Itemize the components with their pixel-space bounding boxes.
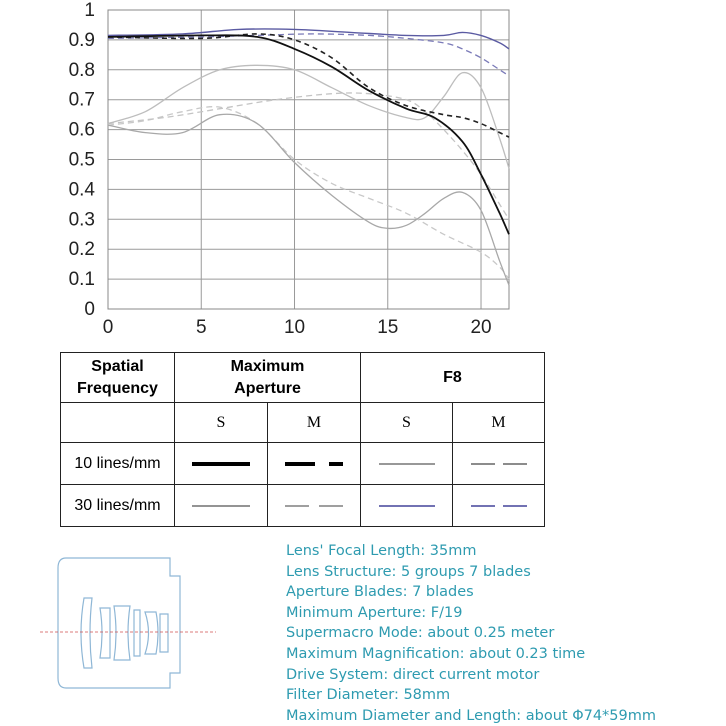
y-tick-label: 0.8 bbox=[68, 59, 95, 81]
series-line-1 bbox=[108, 34, 509, 137]
spec-lens-structure: Lens Structure: 5 groups 7 blades bbox=[286, 563, 531, 580]
y-tick-label: 0.6 bbox=[68, 119, 95, 141]
legend-table bbox=[60, 352, 545, 527]
lens-specifications bbox=[286, 541, 656, 726]
spec-focal-length: Lens' Focal Length: 35mm bbox=[286, 543, 477, 559]
sub-m-max-label: M bbox=[306, 413, 322, 431]
sub-s-max bbox=[175, 403, 268, 443]
spec-maximum-magnification: Maximum Magnification: about 0.23 time bbox=[286, 645, 586, 662]
header-spatial-frequency bbox=[61, 353, 175, 403]
swatch-30-max-s bbox=[175, 485, 268, 527]
header-max-line1: Maximum bbox=[230, 357, 305, 375]
spec-max-diameter-length: Maximum Diameter and Length: about Φ74*59mm bbox=[286, 707, 657, 724]
chart-series bbox=[108, 29, 509, 285]
y-tick-label: 0.2 bbox=[68, 239, 95, 261]
series-line-5 bbox=[108, 93, 509, 219]
header-maximum-aperture bbox=[175, 353, 361, 403]
x-tick-label: 0 bbox=[102, 317, 114, 338]
sub-m-max bbox=[268, 403, 361, 443]
y-tick-label: 0 bbox=[84, 299, 95, 320]
empty-cell bbox=[61, 403, 175, 443]
sub-s-f8-label: S bbox=[402, 413, 411, 431]
swatch-10-max-s bbox=[175, 443, 268, 485]
swatch-30-max-m bbox=[268, 485, 361, 527]
row-30-label-text: 30 lines/mm bbox=[74, 496, 161, 514]
sub-m-f8 bbox=[453, 403, 545, 443]
series-line-0 bbox=[108, 35, 509, 234]
spec-supermacro-mode: Supermacro Mode: about 0.25 meter bbox=[286, 625, 555, 642]
x-tick-label: 15 bbox=[377, 317, 399, 338]
sub-s-max-label: S bbox=[216, 413, 226, 431]
y-tick-label: 0.9 bbox=[68, 29, 95, 51]
y-tick-label: 1 bbox=[84, 0, 95, 21]
header-max-line2: Aperture bbox=[234, 379, 301, 397]
lens-cross-section-diagram bbox=[40, 548, 240, 698]
y-tick-label: 0.3 bbox=[68, 209, 95, 231]
header-f8 bbox=[361, 353, 545, 403]
y-tick-label: 0.4 bbox=[68, 179, 95, 201]
row-30-label bbox=[61, 485, 175, 527]
x-tick-labels bbox=[103, 317, 492, 338]
spec-drive-system: Drive System: direct current motor bbox=[286, 666, 540, 683]
spec-aperture-blades: Aperture Blades: 7 blades bbox=[286, 584, 474, 601]
y-tick-label: 0.7 bbox=[68, 89, 95, 111]
sub-m-f8-label: M bbox=[491, 413, 506, 431]
swatch-30-f8-s bbox=[361, 485, 453, 527]
y-tick-label: 0.1 bbox=[68, 269, 95, 291]
header-f8-label: F8 bbox=[443, 368, 462, 386]
row-10-label bbox=[61, 443, 175, 485]
y-tick-labels bbox=[69, 0, 96, 320]
swatch-10-max-m bbox=[268, 443, 361, 485]
spec-filter-diameter: Filter Diameter: 58mm bbox=[286, 687, 451, 704]
header-spatial-line1: Spatial bbox=[91, 357, 144, 375]
sub-s-f8 bbox=[361, 403, 453, 443]
spec-minimum-aperture: Minimum Aperture: F/19 bbox=[286, 604, 463, 621]
series-line-6 bbox=[108, 114, 509, 285]
x-tick-label: 5 bbox=[195, 317, 207, 338]
mtf-chart bbox=[0, 0, 726, 345]
header-spatial-line2: Frequency bbox=[77, 379, 158, 397]
series-line-7 bbox=[108, 107, 509, 279]
swatch-10-f8-s bbox=[361, 443, 453, 485]
x-tick-label: 10 bbox=[283, 317, 306, 338]
swatch-30-f8-m bbox=[453, 485, 545, 527]
swatch-10-f8-m bbox=[453, 443, 545, 485]
y-tick-label: 0.5 bbox=[68, 149, 95, 171]
row-10-label-text: 10 lines/mm bbox=[74, 454, 161, 472]
x-tick-label: 20 bbox=[470, 317, 492, 338]
